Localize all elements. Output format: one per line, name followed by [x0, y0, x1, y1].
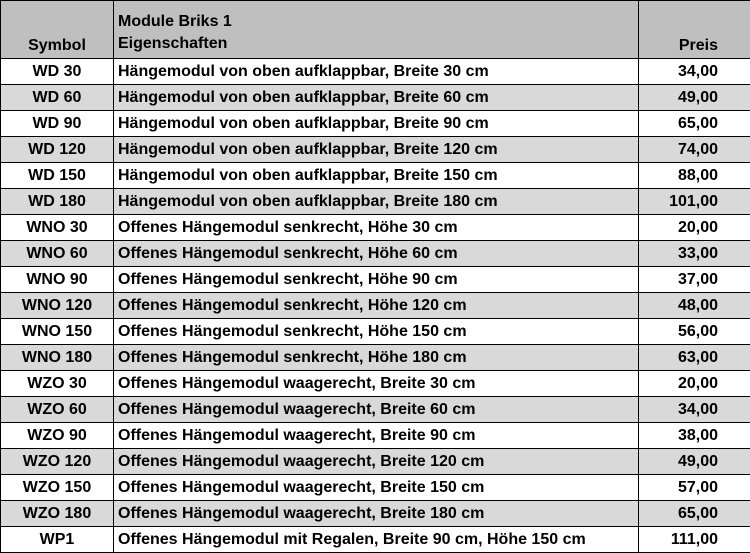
cell-price[interactable]: 63,00: [639, 345, 750, 371]
cell-symbol[interactable]: WD 180: [1, 189, 114, 215]
cell-description[interactable]: Offenes Hängemodul mit Regalen, Breite 90 cm, Höhe 150 cm: [114, 527, 639, 553]
cell-price[interactable]: 48,00: [639, 293, 750, 319]
cell-symbol[interactable]: WZO 180: [1, 501, 114, 527]
cell-symbol[interactable]: WNO 60: [1, 241, 114, 267]
table-row[interactable]: [1, 267, 750, 293]
cell-description[interactable]: Hängemodul von oben aufklappbar, Breite 60 cm: [114, 85, 639, 111]
cell-price[interactable]: 74,00: [639, 137, 750, 163]
table-row[interactable]: [1, 319, 750, 345]
cell-price[interactable]: 20,00: [639, 215, 750, 241]
cell-price[interactable]: 20,00: [639, 371, 750, 397]
table-row[interactable]: [1, 449, 750, 475]
cell-symbol[interactable]: WZO 60: [1, 397, 114, 423]
cell-price[interactable]: 34,00: [639, 59, 750, 85]
cell-description[interactable]: Hängemodul von oben aufklappbar, Breite 30 cm: [114, 59, 639, 85]
cell-symbol[interactable]: WNO 150: [1, 319, 114, 345]
table-row[interactable]: [1, 345, 750, 371]
table-title: Module Briks 1: [118, 11, 638, 33]
table-row[interactable]: [1, 293, 750, 319]
header-row: [1, 1, 750, 59]
cell-symbol[interactable]: WD 90: [1, 111, 114, 137]
table-row[interactable]: [1, 527, 750, 553]
table-body: [1, 59, 750, 553]
table-row[interactable]: [1, 501, 750, 527]
table-row[interactable]: [1, 189, 750, 215]
column-header-properties-label: Eigenschaften: [118, 33, 638, 55]
table-row[interactable]: [1, 371, 750, 397]
cell-symbol[interactable]: WNO 90: [1, 267, 114, 293]
column-header-price[interactable]: Preis: [639, 1, 750, 59]
cell-description[interactable]: Offenes Hängemodul waagerecht, Breite 150 cm: [114, 475, 639, 501]
cell-price[interactable]: 111,00: [639, 527, 750, 553]
cell-price[interactable]: 57,00: [639, 475, 750, 501]
cell-price[interactable]: 65,00: [639, 111, 750, 137]
cell-symbol[interactable]: WZO 30: [1, 371, 114, 397]
cell-symbol[interactable]: WZO 150: [1, 475, 114, 501]
table-header: [1, 1, 750, 59]
cell-description[interactable]: Offenes Hängemodul waagerecht, Breite 120 cm: [114, 449, 639, 475]
table-row[interactable]: [1, 475, 750, 501]
table-row[interactable]: [1, 111, 750, 137]
cell-symbol[interactable]: WD 30: [1, 59, 114, 85]
cell-symbol[interactable]: WD 60: [1, 85, 114, 111]
cell-description[interactable]: Offenes Hängemodul waagerecht, Breite 90 cm: [114, 423, 639, 449]
cell-description[interactable]: Offenes Hängemodul waagerecht, Breite 180 cm: [114, 501, 639, 527]
cell-price[interactable]: 37,00: [639, 267, 750, 293]
table-row[interactable]: [1, 163, 750, 189]
table-row[interactable]: [1, 137, 750, 163]
cell-price[interactable]: 65,00: [639, 501, 750, 527]
cell-description[interactable]: Offenes Hängemodul senkrecht, Höhe 120 cm: [114, 293, 639, 319]
table-row[interactable]: [1, 215, 750, 241]
cell-price[interactable]: 56,00: [639, 319, 750, 345]
table-row[interactable]: [1, 397, 750, 423]
cell-description[interactable]: Offenes Hängemodul senkrecht, Höhe 150 cm: [114, 319, 639, 345]
cell-description[interactable]: Hängemodul von oben aufklappbar, Breite 90 cm: [114, 111, 639, 137]
cell-symbol[interactable]: WD 120: [1, 137, 114, 163]
table-row[interactable]: [1, 423, 750, 449]
cell-price[interactable]: 49,00: [639, 85, 750, 111]
table-row[interactable]: [1, 59, 750, 85]
cell-symbol[interactable]: WNO 120: [1, 293, 114, 319]
cell-symbol[interactable]: WNO 30: [1, 215, 114, 241]
cell-description[interactable]: Hängemodul von oben aufklappbar, Breite 180 cm: [114, 189, 639, 215]
cell-description[interactable]: Offenes Hängemodul senkrecht, Höhe 60 cm: [114, 241, 639, 267]
cell-price[interactable]: 34,00: [639, 397, 750, 423]
column-header-properties[interactable]: [114, 1, 639, 59]
cell-price[interactable]: 101,00: [639, 189, 750, 215]
cell-price[interactable]: 49,00: [639, 449, 750, 475]
cell-symbol[interactable]: WZO 90: [1, 423, 114, 449]
cell-description[interactable]: Offenes Hängemodul senkrecht, Höhe 180 cm: [114, 345, 639, 371]
cell-description[interactable]: Offenes Hängemodul senkrecht, Höhe 30 cm: [114, 215, 639, 241]
table-row[interactable]: [1, 241, 750, 267]
cell-description[interactable]: Offenes Hängemodul waagerecht, Breite 30 cm: [114, 371, 639, 397]
cell-symbol[interactable]: WP1: [1, 527, 114, 553]
cell-description[interactable]: Offenes Hängemodul waagerecht, Breite 60 cm: [114, 397, 639, 423]
cell-description[interactable]: Offenes Hängemodul senkrecht, Höhe 90 cm: [114, 267, 639, 293]
table-row[interactable]: [1, 85, 750, 111]
cell-symbol[interactable]: WNO 180: [1, 345, 114, 371]
column-header-symbol[interactable]: Symbol: [1, 1, 114, 59]
cell-price[interactable]: 33,00: [639, 241, 750, 267]
cell-description[interactable]: Hängemodul von oben aufklappbar, Breite 120 cm: [114, 137, 639, 163]
cell-symbol[interactable]: WZO 120: [1, 449, 114, 475]
cell-price[interactable]: 38,00: [639, 423, 750, 449]
cell-description[interactable]: Hängemodul von oben aufklappbar, Breite 150 cm: [114, 163, 639, 189]
cell-symbol[interactable]: WD 150: [1, 163, 114, 189]
cell-price[interactable]: 88,00: [639, 163, 750, 189]
